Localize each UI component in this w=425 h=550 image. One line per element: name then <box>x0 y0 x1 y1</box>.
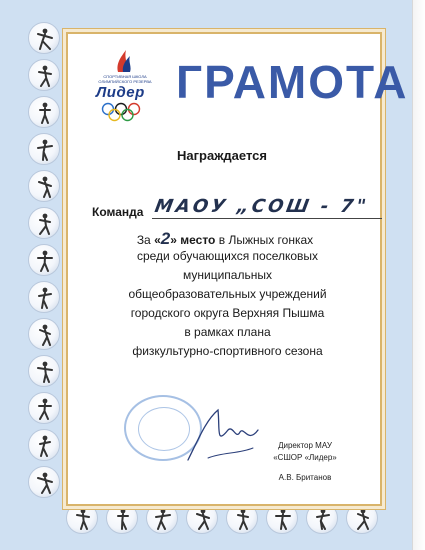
signatory-title <box>250 440 360 464</box>
signatory-title-line1: Директор МАУ <box>278 441 332 450</box>
team-line <box>92 196 382 223</box>
jumper-icon <box>66 502 98 534</box>
skier-icon <box>266 502 298 534</box>
athlete-icon <box>28 281 60 313</box>
description-line: общеобразовательных учреждений <box>128 287 327 301</box>
gymnast-icon <box>28 22 60 54</box>
olympic-ring <box>116 104 127 115</box>
logo-caption-line2: ОЛИМПИЙСКОГО РЕЗЕРВА <box>98 79 152 84</box>
cyclist-icon <box>106 502 138 534</box>
signatory-name: А.В. Британов <box>278 473 332 482</box>
signatory-title-line2: «СШОР «Лидер» <box>273 453 337 462</box>
description-line: физкультурно-спортивного сезона <box>132 344 323 358</box>
swimmer-icon <box>226 502 258 534</box>
place-line <box>80 229 370 249</box>
place-number: 2 <box>160 229 171 248</box>
olympic-ring <box>103 104 114 115</box>
swimmer-icon <box>28 355 60 387</box>
olympic-rings-icon <box>98 102 154 122</box>
javelin-icon <box>306 502 338 534</box>
team-label: Команда <box>92 205 144 219</box>
skater-icon <box>28 96 60 128</box>
scan-edge <box>412 0 425 550</box>
certificate-title: ГРАМОТА <box>176 56 409 108</box>
logo-caption-line1: СПОРТИВНАЯ ШКОЛА <box>103 74 147 79</box>
athlete-icon <box>146 502 178 534</box>
place-suffix: в Лыжных гонках <box>218 233 314 247</box>
runner-icon <box>28 59 60 91</box>
fighter-icon <box>28 170 60 202</box>
place-open-quote: « <box>154 233 161 247</box>
boxer-icon <box>28 466 60 498</box>
olympic-ring <box>109 110 120 121</box>
boxer-icon <box>346 502 378 534</box>
description-line: среди обучающихся поселковых <box>136 249 319 263</box>
climber-icon <box>186 502 218 534</box>
place-close-quote: » <box>170 233 177 247</box>
skier-icon <box>28 392 60 424</box>
description-line: в рамках плана <box>184 325 271 339</box>
team-underline <box>152 218 382 219</box>
hurdler-icon <box>28 133 60 165</box>
climber-icon <box>28 318 60 350</box>
sport-icons-column <box>24 22 64 512</box>
award-description <box>80 247 375 361</box>
description-line: городского округа Верхняя Пышма <box>130 306 325 320</box>
place-prefix: За <box>136 233 151 247</box>
logo-name: Лидер <box>96 84 145 101</box>
flame-emblem-icon <box>90 48 160 74</box>
logo-caption <box>90 74 160 84</box>
cyclist-icon <box>28 244 60 276</box>
olympic-ring <box>122 110 133 121</box>
javelin-icon <box>28 429 60 461</box>
award-label: Награждается <box>177 148 267 163</box>
jumper-icon <box>28 207 60 239</box>
team-name: МАОУ „СОШ - 7" <box>153 196 371 217</box>
place-word: место <box>180 233 216 247</box>
lider-logo <box>90 48 160 123</box>
olympic-ring <box>129 104 140 115</box>
description-line: муниципальных <box>183 268 272 282</box>
